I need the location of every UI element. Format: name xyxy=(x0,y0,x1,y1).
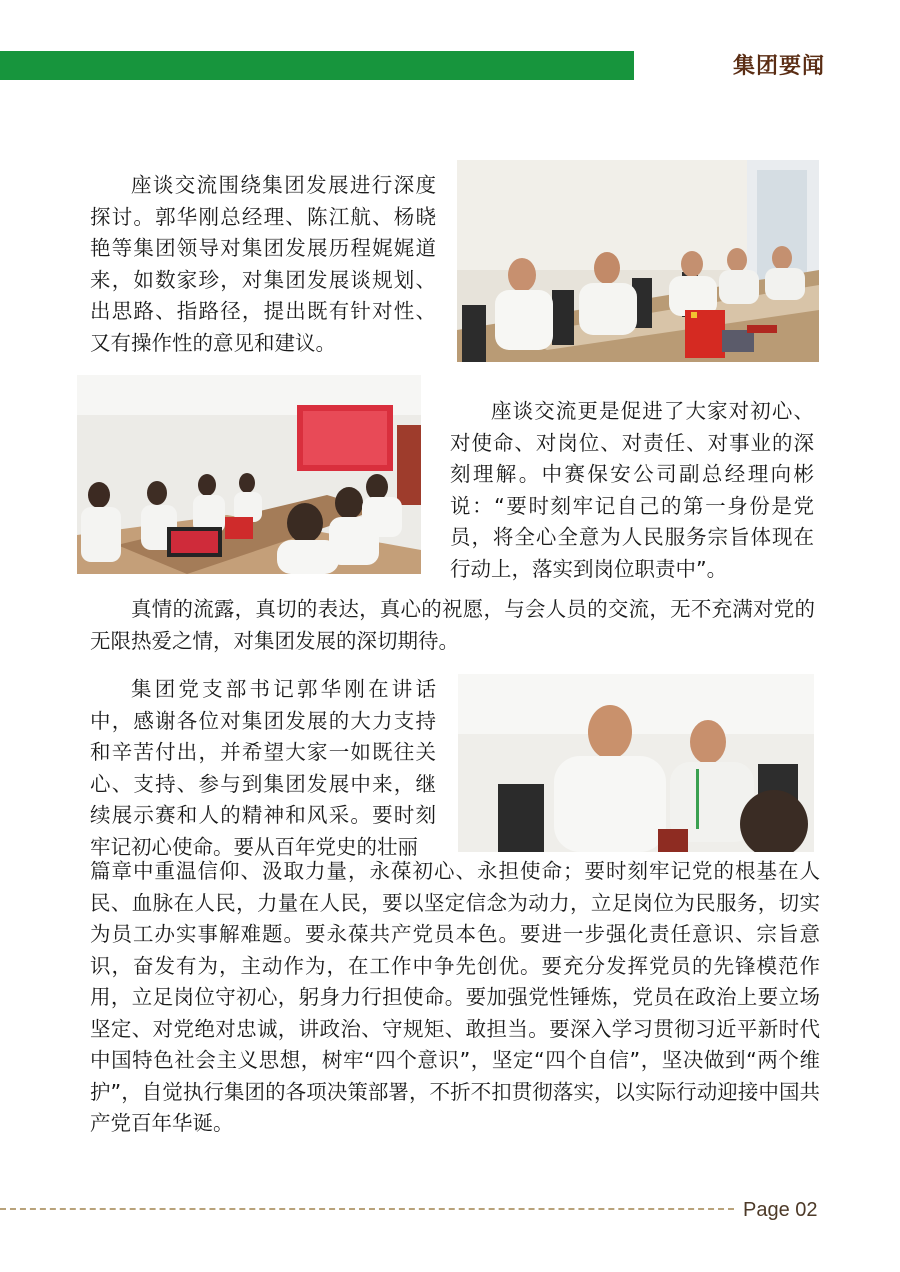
footer-dashed-line xyxy=(0,1208,734,1210)
speaker-photo xyxy=(458,674,814,852)
page-number: Page 02 xyxy=(743,1199,818,1221)
article-paragraph-4-continued: 篇章中重温信仰、汲取力量，永葆初心、永担使命；要时刻牢记党的根基在人民、血脉在人民，力量在人民，要以坚定信念为动力，立足岗位为民服务，切实为员工办实事解难题。要永葆共产党员本色。要进一步强化责任意识、宗旨意识，奋发有为，主动作为，在工作中争先创优。要充分发挥党员的先锋模范作用，立足岗位守初心，躬身力行担使命。要加强党性锤炼，党员在政治上要立场坚定、对党绝对忠诚，讲政治、守规矩、敢担当。要深入学习贯彻习近平新时代中国特色社会主义思想，树牢“四个意识”，坚定“四个自信”，坚决做到“两个维护”，自觉执行集团的各项决策部署，不折不扣贯彻落实，以实际行动迎接中国共产党百年华诞。 xyxy=(90,859,820,1135)
article-paragraph-3: 真情的流露，真切的表达，真心的祝愿，与会人员的交流，无不充满对党的无限热爱之情，对集团发展的深切期待。 xyxy=(90,597,815,653)
meeting-photo-2 xyxy=(77,375,421,574)
article-paragraph-4: 集团党支部书记郭华刚在讲话中，感谢各位对集团发展的大力支持和辛苦付出，并希望大家一如既往关心、支持、参与到集团发展中来，继续展示赛和人的精神和风采。要时刻牢记初心使命。要从百年党史的壮丽 xyxy=(90,677,436,859)
section-title: 集团要闻 xyxy=(733,54,826,79)
article-paragraph-1: 座谈交流围绕集团发展进行深度探讨。郭华刚总经理、陈江航、杨晓艳等集团领导对集团发展历程娓娓道来，如数家珍，对集团发展谈规划、出思路、指路径，提出既有针对性、又有操作性的意见和建议。 xyxy=(90,173,436,355)
article-paragraph-2: 座谈交流更是促进了大家对初心、对使命、对岗位、对责任、对事业的深刻理解。中赛保安公司副总经理向彬说：“要时刻牢记自己的第一身份是党员，将全心全意为人民服务宗旨体现在行动上，落实到岗位职责中”。 xyxy=(450,399,814,581)
meeting-photo-1 xyxy=(457,160,819,362)
header-accent-bar xyxy=(0,51,634,80)
